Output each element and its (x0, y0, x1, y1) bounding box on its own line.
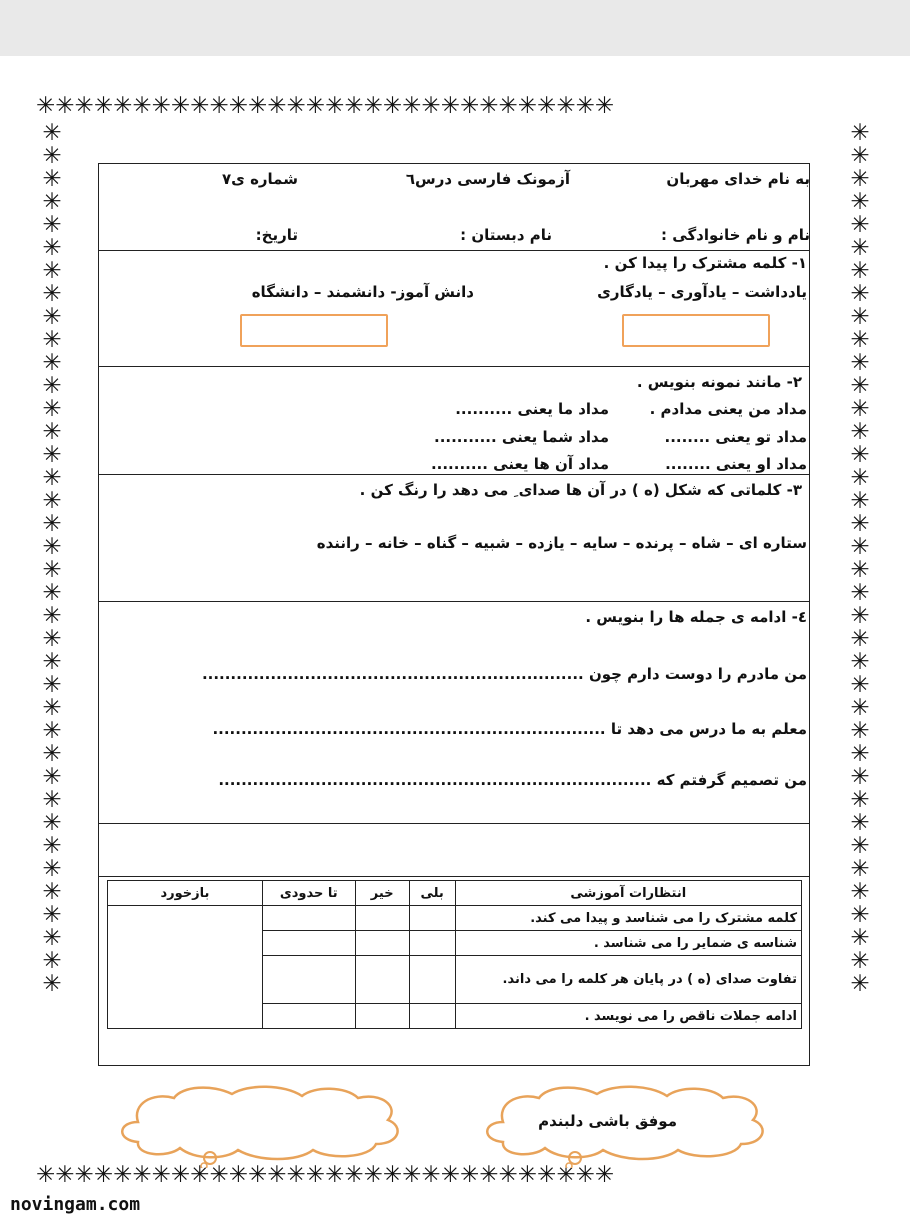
divider (98, 366, 810, 367)
q2-line-1-right: مداد من یعنی مدادم . (649, 400, 807, 418)
q4-sentence-2: معلم به ما درس می دهد تا ..................................................................... (212, 720, 807, 738)
q3-words: ستاره ای – شاه – پرنده – سایه – یازده – شبیه – گناه – خانه – راننده (316, 534, 807, 552)
q4-sentence-3: من تصمیم گرفتم که ............................................................................ (218, 771, 807, 789)
no-cell[interactable] (355, 1004, 409, 1029)
cloud-left-icon (108, 1082, 410, 1168)
row-expectation: ادامه جملات ناقص را می نویسد . (455, 1004, 801, 1029)
somewhat-cell[interactable] (262, 931, 355, 956)
q2-line-1-left: مداد ما یعنی .......... (455, 400, 609, 418)
yes-cell[interactable] (409, 956, 455, 1004)
no-cell[interactable] (355, 931, 409, 956)
somewhat-cell[interactable] (262, 906, 355, 931)
yes-cell[interactable] (409, 906, 455, 931)
star-border-top: ✳✳✳✳✳✳✳✳✳✳✳✳✳✳✳✳✳✳✳✳✳✳✳✳✳✳✳✳✳✳ (36, 95, 615, 118)
header-no: خیر (355, 881, 409, 906)
q2-instruction: ٢- مانند نمونه بنویس . (636, 373, 802, 391)
evaluation-table (107, 880, 802, 1029)
row-expectation: تفاوت صدای (ه ) در پایان هر کلمه را می داند. (455, 956, 801, 1004)
footer-message: موفق باشی دلبندم (538, 1112, 677, 1130)
q1-words-left: دانش آموز- دانشمند – دانشگاه (251, 283, 474, 301)
divider (98, 823, 810, 824)
watermark: novingam.com (10, 1194, 141, 1215)
q2-line-2-left: مداد شما یعنی ........... (434, 428, 609, 446)
q1-answer-box-right[interactable] (622, 314, 770, 347)
header-yes: بلی (409, 881, 455, 906)
q2-line-3-left: مداد آن ها یعنی .......... (430, 455, 609, 473)
yes-cell[interactable] (409, 1004, 455, 1029)
row-expectation: کلمه مشترک را می شناسد و پیدا می کند. (455, 906, 801, 931)
table-header-row (108, 881, 802, 906)
somewhat-cell[interactable] (262, 956, 355, 1004)
yes-cell[interactable] (409, 931, 455, 956)
q1-answer-box-left[interactable] (240, 314, 388, 347)
star-border-right: ✳✳✳✳✳✳✳✳✳✳✳✳✳✳✳✳✳✳✳✳✳✳✳✳✳✳✳✳✳✳✳✳✳✳✳✳✳✳ (850, 122, 870, 997)
q3-instruction: ٣- کلماتی که شکل (ه ) در آن ها صدای ِ می دهد را رنگ کن . (359, 481, 802, 499)
basmala: به نام خدای مهربان (666, 170, 810, 188)
header-somewhat: تا حدودی (262, 881, 355, 906)
somewhat-cell[interactable] (262, 1004, 355, 1029)
header-feedback: بازخورد (108, 881, 263, 906)
quiz-title: آزمونک فارسی درس٦ (405, 170, 570, 188)
divider (98, 876, 810, 877)
top-bar (0, 0, 910, 56)
star-border-bottom: ✳✳✳✳✳✳✳✳✳✳✳✳✳✳✳✳✳✳✳✳✳✳✳✳✳✳✳✳✳✳ (36, 1164, 615, 1187)
q2-line-3-right: مداد او یعنی ........ (665, 455, 807, 473)
q1-words-right: یادداشت – یادآوری – یادگاری (597, 283, 807, 301)
q2-line-2-right: مداد تو یعنی ........ (664, 428, 807, 446)
star-border-left: ✳✳✳✳✳✳✳✳✳✳✳✳✳✳✳✳✳✳✳✳✳✳✳✳✳✳✳✳✳✳✳✳✳✳✳✳✳✳ (42, 122, 62, 997)
no-cell[interactable] (355, 956, 409, 1004)
divider (98, 474, 810, 475)
row-expectation: شناسه ی ضمایر را می شناسد . (455, 931, 801, 956)
table-row (108, 906, 802, 931)
header-expectations: انتظارات آموزشی (455, 881, 801, 906)
name-label: نام و نام خانوادگی : (661, 226, 810, 244)
no-cell[interactable] (355, 906, 409, 931)
date-label: تاریخ: (255, 226, 298, 244)
divider (98, 250, 810, 251)
q1-instruction: ١- کلمه مشترک را پیدا کن . (603, 254, 807, 272)
q4-sentence-1: من مادرم را دوست دارم چون ................................................................... (201, 665, 807, 683)
divider (98, 601, 810, 602)
school-label: نام دبستان : (460, 226, 552, 244)
q4-instruction: ٤- ادامه ی جمله ها را بنویس . (585, 608, 807, 626)
feedback-cell[interactable] (108, 906, 263, 1029)
quiz-number: شماره ی٧ (221, 170, 298, 188)
